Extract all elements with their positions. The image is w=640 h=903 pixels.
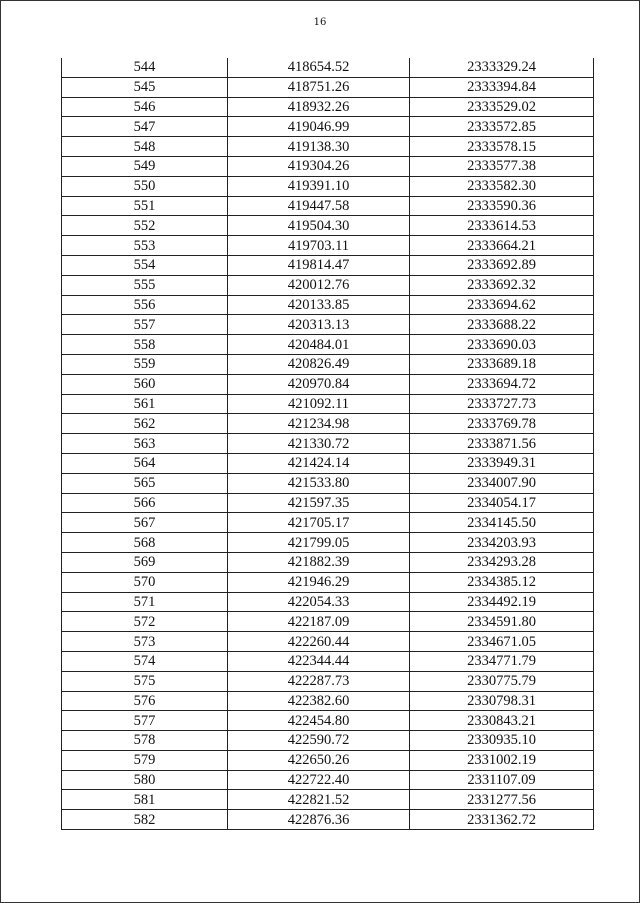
x-coordinate-cell: 419046.99 — [228, 117, 410, 137]
table-row — [62, 632, 594, 652]
point-number-cell: 551 — [62, 196, 228, 216]
coordinates-table-body — [62, 58, 594, 830]
point-number-cell: 559 — [62, 354, 228, 374]
y-coordinate-cell: 2333694.62 — [410, 295, 594, 315]
point-number-cell: 572 — [62, 612, 228, 632]
y-coordinate-cell: 2333394.84 — [410, 77, 594, 97]
table-row — [62, 473, 594, 493]
point-number-cell: 562 — [62, 414, 228, 434]
y-coordinate-cell: 2334293.28 — [410, 552, 594, 572]
table-row — [62, 691, 594, 711]
x-coordinate-cell: 420826.49 — [228, 354, 410, 374]
table-row — [62, 216, 594, 236]
x-coordinate-cell: 421424.14 — [228, 453, 410, 473]
table-row — [62, 434, 594, 454]
point-number-cell: 563 — [62, 434, 228, 454]
table-row — [62, 552, 594, 572]
y-coordinate-cell: 2333590.36 — [410, 196, 594, 216]
y-coordinate-cell: 2330935.10 — [410, 731, 594, 751]
point-number-cell: 571 — [62, 592, 228, 612]
point-number-cell: 553 — [62, 236, 228, 256]
point-number-cell: 569 — [62, 552, 228, 572]
x-coordinate-cell: 421946.29 — [228, 572, 410, 592]
x-coordinate-cell: 419703.11 — [228, 236, 410, 256]
point-number-cell: 573 — [62, 632, 228, 652]
table-row — [62, 651, 594, 671]
point-number-cell: 564 — [62, 453, 228, 473]
table-row — [62, 354, 594, 374]
point-number-cell: 574 — [62, 651, 228, 671]
point-number-cell: 555 — [62, 275, 228, 295]
x-coordinate-cell: 419304.26 — [228, 156, 410, 176]
page-number: 16 — [313, 17, 327, 28]
y-coordinate-cell: 2333692.89 — [410, 255, 594, 275]
point-number-cell: 547 — [62, 117, 228, 137]
table-row — [62, 513, 594, 533]
table-row — [62, 711, 594, 731]
point-number-cell: 557 — [62, 315, 228, 335]
point-number-cell: 565 — [62, 473, 228, 493]
table-row — [62, 374, 594, 394]
table-row — [62, 612, 594, 632]
y-coordinate-cell: 2334492.19 — [410, 592, 594, 612]
point-number-cell: 550 — [62, 176, 228, 196]
table-row — [62, 770, 594, 790]
x-coordinate-cell: 421330.72 — [228, 434, 410, 454]
y-coordinate-cell: 2330798.31 — [410, 691, 594, 711]
point-number-cell: 556 — [62, 295, 228, 315]
point-number-cell: 582 — [62, 810, 228, 830]
table-row — [62, 255, 594, 275]
x-coordinate-cell: 420970.84 — [228, 374, 410, 394]
point-number-cell: 566 — [62, 493, 228, 513]
point-number-cell: 581 — [62, 790, 228, 810]
y-coordinate-cell: 2333577.38 — [410, 156, 594, 176]
point-number-cell: 577 — [62, 711, 228, 731]
point-number-cell: 579 — [62, 750, 228, 770]
y-coordinate-cell: 2333688.22 — [410, 315, 594, 335]
point-number-cell: 552 — [62, 216, 228, 236]
table-row — [62, 275, 594, 295]
table-row — [62, 77, 594, 97]
y-coordinate-cell: 2333614.53 — [410, 216, 594, 236]
x-coordinate-cell: 422344.44 — [228, 651, 410, 671]
x-coordinate-cell: 418932.26 — [228, 97, 410, 117]
table-row — [62, 414, 594, 434]
table-row — [62, 176, 594, 196]
x-coordinate-cell: 421799.05 — [228, 533, 410, 553]
point-number-cell: 554 — [62, 255, 228, 275]
x-coordinate-cell: 419138.30 — [228, 137, 410, 157]
x-coordinate-cell: 419504.30 — [228, 216, 410, 236]
y-coordinate-cell: 2331002.19 — [410, 750, 594, 770]
table-row — [62, 137, 594, 157]
y-coordinate-cell: 2334385.12 — [410, 572, 594, 592]
y-coordinate-cell: 2331277.56 — [410, 790, 594, 810]
x-coordinate-cell: 422821.52 — [228, 790, 410, 810]
point-number-cell: 567 — [62, 513, 228, 533]
x-coordinate-cell: 422382.60 — [228, 691, 410, 711]
x-coordinate-cell: 422187.09 — [228, 612, 410, 632]
y-coordinate-cell: 2333578.15 — [410, 137, 594, 157]
y-coordinate-cell: 2333769.78 — [410, 414, 594, 434]
point-number-cell: 544 — [62, 58, 228, 77]
table-row — [62, 671, 594, 691]
x-coordinate-cell: 422590.72 — [228, 731, 410, 751]
y-coordinate-cell: 2334054.17 — [410, 493, 594, 513]
point-number-cell: 558 — [62, 335, 228, 355]
y-coordinate-cell: 2333582.30 — [410, 176, 594, 196]
x-coordinate-cell: 422650.26 — [228, 750, 410, 770]
x-coordinate-cell: 420012.76 — [228, 275, 410, 295]
table-row — [62, 156, 594, 176]
table-row — [62, 97, 594, 117]
point-number-cell: 545 — [62, 77, 228, 97]
x-coordinate-cell: 422454.80 — [228, 711, 410, 731]
y-coordinate-cell: 2334203.93 — [410, 533, 594, 553]
table-row — [62, 58, 594, 77]
y-coordinate-cell: 2333664.21 — [410, 236, 594, 256]
point-number-cell: 578 — [62, 731, 228, 751]
y-coordinate-cell: 2331362.72 — [410, 810, 594, 830]
x-coordinate-cell: 421533.80 — [228, 473, 410, 493]
y-coordinate-cell: 2333694.72 — [410, 374, 594, 394]
table-row — [62, 196, 594, 216]
x-coordinate-cell: 420313.13 — [228, 315, 410, 335]
table-row — [62, 295, 594, 315]
x-coordinate-cell: 421092.11 — [228, 394, 410, 414]
point-number-cell: 580 — [62, 770, 228, 790]
table-row — [62, 592, 594, 612]
y-coordinate-cell: 2333689.18 — [410, 354, 594, 374]
x-coordinate-cell: 421234.98 — [228, 414, 410, 434]
point-number-cell: 568 — [62, 533, 228, 553]
x-coordinate-cell: 418654.52 — [228, 58, 410, 77]
x-coordinate-cell: 418751.26 — [228, 77, 410, 97]
x-coordinate-cell: 419814.47 — [228, 255, 410, 275]
y-coordinate-cell: 2330843.21 — [410, 711, 594, 731]
x-coordinate-cell: 422287.73 — [228, 671, 410, 691]
y-coordinate-cell: 2330775.79 — [410, 671, 594, 691]
table-row — [62, 493, 594, 513]
y-coordinate-cell: 2333871.56 — [410, 434, 594, 454]
y-coordinate-cell: 2333727.73 — [410, 394, 594, 414]
point-number-cell: 570 — [62, 572, 228, 592]
y-coordinate-cell: 2331107.09 — [410, 770, 594, 790]
y-coordinate-cell: 2333529.02 — [410, 97, 594, 117]
x-coordinate-cell: 422876.36 — [228, 810, 410, 830]
x-coordinate-cell: 422722.40 — [228, 770, 410, 790]
y-coordinate-cell: 2334771.79 — [410, 651, 594, 671]
table-row — [62, 790, 594, 810]
y-coordinate-cell: 2334145.50 — [410, 513, 594, 533]
point-number-cell: 549 — [62, 156, 228, 176]
y-coordinate-cell: 2334591.80 — [410, 612, 594, 632]
table-row — [62, 731, 594, 751]
y-coordinate-cell: 2333690.03 — [410, 335, 594, 355]
table-row — [62, 236, 594, 256]
point-number-cell: 546 — [62, 97, 228, 117]
table-row — [62, 453, 594, 473]
x-coordinate-cell: 421705.17 — [228, 513, 410, 533]
table-row — [62, 533, 594, 553]
table-row — [62, 750, 594, 770]
x-coordinate-cell: 422260.44 — [228, 632, 410, 652]
x-coordinate-cell: 420484.01 — [228, 335, 410, 355]
y-coordinate-cell: 2333692.32 — [410, 275, 594, 295]
table-row — [62, 572, 594, 592]
x-coordinate-cell: 420133.85 — [228, 295, 410, 315]
x-coordinate-cell: 422054.33 — [228, 592, 410, 612]
y-coordinate-cell: 2333949.31 — [410, 453, 594, 473]
x-coordinate-cell: 419391.10 — [228, 176, 410, 196]
point-number-cell: 561 — [62, 394, 228, 414]
coordinates-table — [61, 58, 594, 830]
y-coordinate-cell: 2333329.24 — [410, 58, 594, 77]
point-number-cell: 575 — [62, 671, 228, 691]
table-row — [62, 394, 594, 414]
table-row — [62, 117, 594, 137]
x-coordinate-cell: 421597.35 — [228, 493, 410, 513]
point-number-cell: 560 — [62, 374, 228, 394]
table-row — [62, 315, 594, 335]
x-coordinate-cell: 421882.39 — [228, 552, 410, 572]
x-coordinate-cell: 419447.58 — [228, 196, 410, 216]
point-number-cell: 576 — [62, 691, 228, 711]
table-row — [62, 810, 594, 830]
point-number-cell: 548 — [62, 137, 228, 157]
y-coordinate-cell: 2334007.90 — [410, 473, 594, 493]
y-coordinate-cell: 2334671.05 — [410, 632, 594, 652]
y-coordinate-cell: 2333572.85 — [410, 117, 594, 137]
table-row — [62, 335, 594, 355]
